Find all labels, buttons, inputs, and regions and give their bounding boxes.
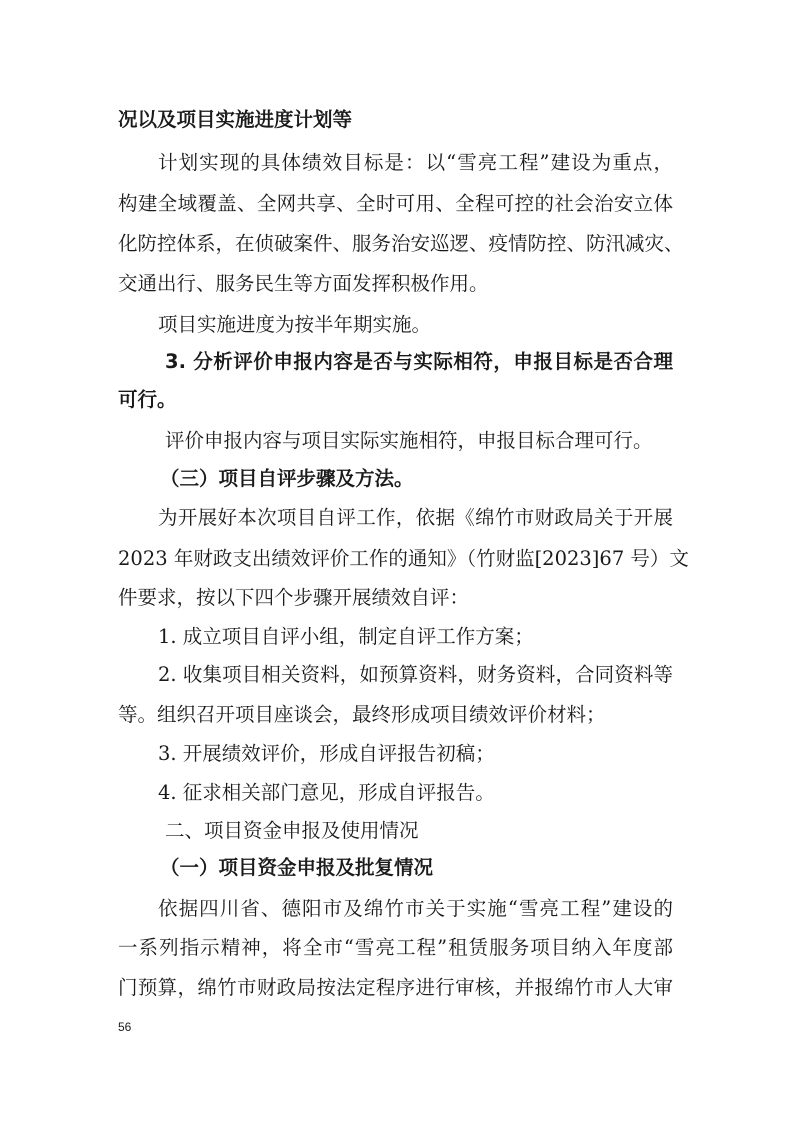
section-heading-3-cont: 可行。 bbox=[118, 388, 177, 411]
paragraph-line: 门预算，绵竹市财政局按法定程序进行审核，并报绵竹市人大审 bbox=[118, 976, 673, 999]
paragraph-line: 依据四川省、德阳市及绵竹市关于实施“雪亮工程”建设的 bbox=[158, 897, 673, 920]
page-number: 56 bbox=[118, 1020, 132, 1034]
paragraph-line: 项目实施进度为按半年期实施。 bbox=[158, 313, 432, 336]
paragraph-line: 为开展好本次项目自评工作，依据《绵竹市财政局关于开展 bbox=[158, 506, 673, 529]
list-item-cont: 等。组织召开项目座谈会，最终形成项目绩效评价材料； bbox=[118, 703, 606, 726]
subsection-heading-1: （一）项目资金申报及批复情况 bbox=[160, 856, 434, 879]
section-heading-3: 3. 分析评价申报内容是否与实际相符，申报目标是否合理 bbox=[165, 350, 673, 373]
paragraph-line: 交通出行、服务民生等方面发挥积极作用。 bbox=[118, 272, 489, 295]
list-item: 2. 收集项目相关资料，如预算资料，财务资料，合同资料等 bbox=[158, 663, 673, 686]
heading-continuation: 况以及项目实施进度计划等 bbox=[118, 108, 353, 131]
list-item: 3. 开展绩效评价，形成自评报告初稿； bbox=[158, 742, 495, 765]
paragraph-line: 评价申报内容与项目实际实施相符，申报目标合理可行。 bbox=[165, 429, 653, 452]
paragraph-line: 计划实现的具体绩效目标是：以“雪亮工程”建设为重点， bbox=[158, 151, 673, 174]
section-heading-2: 二、项目资金申报及使用情况 bbox=[165, 819, 419, 842]
paragraph-line: 化防控体系，在侦破案件、服务治安巡逻、疫情防控、防汛减灾、 bbox=[118, 232, 684, 255]
paragraph-line: 件要求，按以下四个步骤开展绩效自评： bbox=[118, 586, 470, 609]
list-item: 4. 征求相关部门意见，形成自评报告。 bbox=[158, 781, 495, 804]
paragraph-line: 一系列指示精神，将全市“雪亮工程”租赁服务项目纳入年度部 bbox=[118, 936, 673, 959]
paragraph-line: 构建全域覆盖、全网共享、全时可用、全程可控的社会治安立体 bbox=[118, 192, 673, 215]
paragraph-line: 2023 年财政支出绩效评价工作的通知》（竹财监[2023]67 号）文 bbox=[118, 547, 689, 570]
list-item: 1. 成立项目自评小组，制定自评工作方案； bbox=[158, 625, 534, 648]
subsection-heading-3: （三）项目自评步骤及方法。 bbox=[160, 467, 414, 490]
